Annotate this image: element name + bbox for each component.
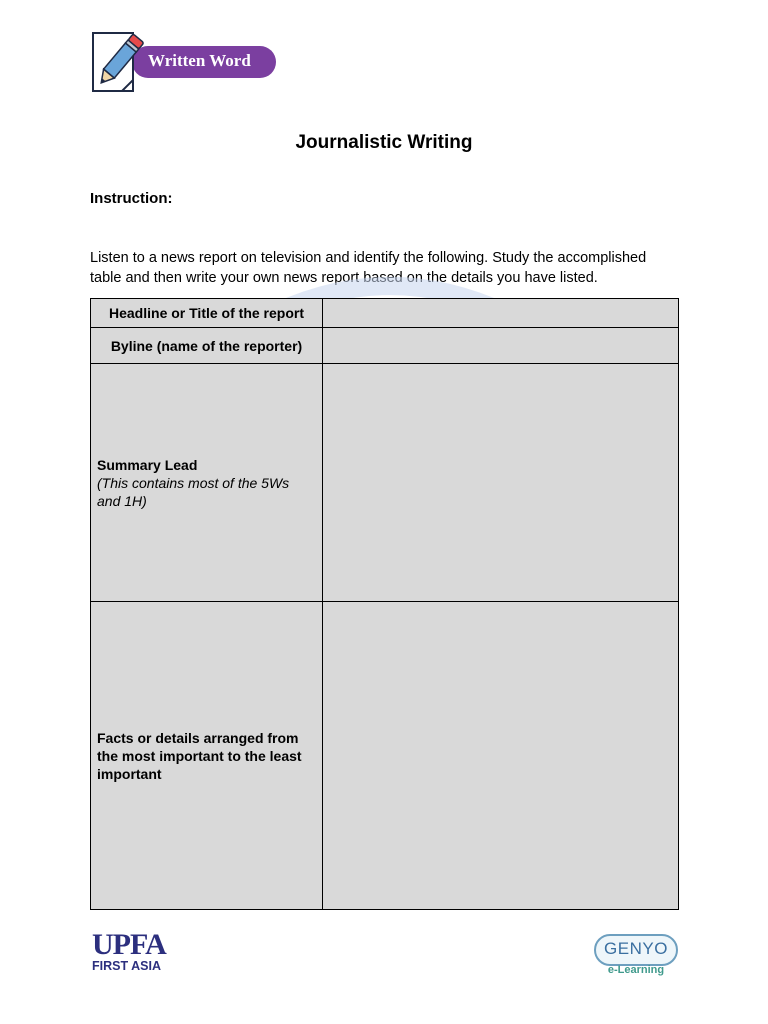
- upfa-logo: [92, 930, 182, 976]
- report-table: [90, 298, 679, 910]
- answer-cell-headline[interactable]: [323, 299, 679, 328]
- genyo-logo: [592, 932, 682, 980]
- genyo-logo-text: GENYO: [604, 939, 668, 958]
- instruction-label: Instruction:: [90, 190, 173, 207]
- row-label-headline: Headline or Title of the report: [91, 299, 323, 328]
- row-label-byline: Byline (name of the reporter): [91, 328, 323, 364]
- row-label-summary-lead: [91, 364, 323, 602]
- table-row: [91, 299, 679, 328]
- instruction-text: Listen to a news report on television and identify the following. Study the accomplished table and then write your own news report based on the details you have listed.: [90, 250, 647, 286]
- upfa-logo-sub: FIRST ASIA: [92, 959, 161, 973]
- summary-lead-note: (This contains most of the 5Ws and 1H): [97, 474, 290, 509]
- row-label-facts: Facts or details arranged from the most important to the least important: [91, 602, 323, 910]
- table-row: [91, 328, 679, 364]
- badge-label: Written Word: [148, 51, 251, 70]
- answer-cell-facts[interactable]: [323, 602, 679, 910]
- table-row: [91, 602, 679, 910]
- genyo-logo-sub: e-Learning: [607, 964, 665, 976]
- page-title: Journalistic Writing: [295, 132, 473, 153]
- answer-cell-byline[interactable]: [323, 328, 679, 364]
- answer-cell-summary-lead[interactable]: [323, 364, 679, 602]
- pencil-paper-icon: [92, 30, 148, 96]
- summary-lead-title: Summary Lead: [97, 456, 198, 473]
- upfa-logo-text: UPFA: [92, 928, 166, 961]
- written-word-badge: [92, 30, 278, 96]
- table-row: [91, 364, 679, 602]
